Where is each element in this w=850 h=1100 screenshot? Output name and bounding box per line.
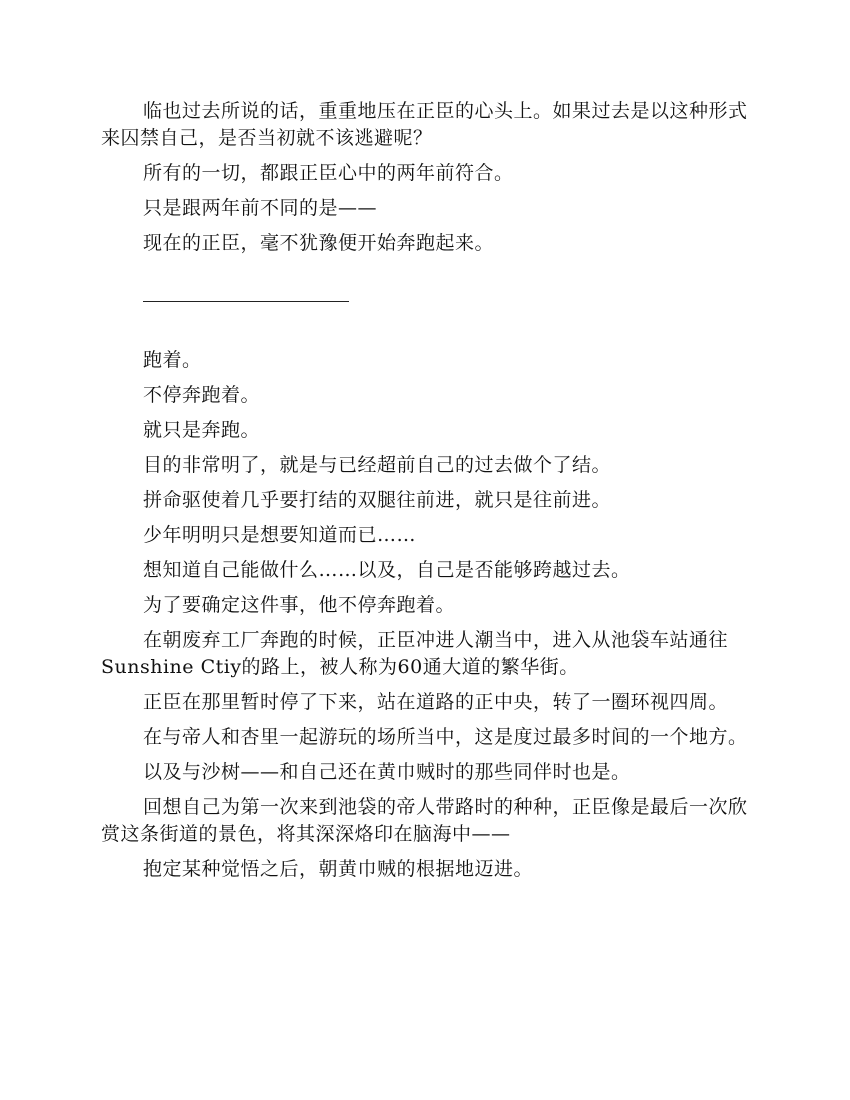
section-spacer	[101, 303, 751, 347]
paragraph: 为了要确定这件事，他不停奔跑着。	[143, 594, 456, 616]
paragraph: 拼命驱使着几乎要打结的双腿往前进，就只是往前进。	[143, 489, 612, 511]
paragraph: 只是跟两年前不同的是——	[143, 197, 378, 219]
paragraph: 在朝废弃工厂奔跑的时候，正臣冲进人潮当中，进入从池袋车站通往Sunshine Ctiy的路上，被人称为60通大道的繁华街。	[101, 629, 729, 678]
paragraph: 少年明明只是想要知道而已……	[143, 524, 417, 546]
paragraph: 跑着。	[143, 349, 202, 371]
paragraph: 想知道自己能做什么……以及，自己是否能够跨越过去。	[143, 559, 631, 581]
separator-line	[143, 301, 349, 302]
paragraph: 现在的正臣，毫不犹豫便开始奔跑起来。	[143, 232, 495, 254]
text-body	[101, 98, 751, 891]
paragraph: 临也过去所说的话，重重地压在正臣的心头上。如果过去是以这种形式来囚禁自己，是否当初就不该逃避呢？	[101, 100, 748, 149]
section-separator	[143, 283, 751, 303]
paragraph: 目的非常明了，就是与已经超前自己的过去做个了结。	[143, 454, 612, 476]
paragraph: 抱定某种觉悟之后，朝黄巾贼的根据地迈进。	[143, 858, 534, 880]
paragraph: 正臣在那里暂时停了下来，站在道路的正中央，转了一圈环视四周。	[143, 691, 729, 713]
paragraph: 不停奔跑着。	[143, 384, 261, 406]
paragraph: 以及与沙树——和自己还在黄巾贼时的那些同伴时也是。	[143, 761, 631, 783]
paragraph: 回想自己为第一次来到池袋的帝人带路时的种种，正臣像是最后一次欣赏这条街道的景色，将其深深烙印在脑海中——	[101, 796, 748, 845]
paragraph: 就只是奔跑。	[143, 419, 261, 441]
paragraph: 所有的一切，都跟正臣心中的两年前符合。	[143, 162, 514, 184]
paragraph: 在与帝人和杏里一起游玩的场所当中，这是度过最多时间的一个地方。	[143, 726, 748, 748]
